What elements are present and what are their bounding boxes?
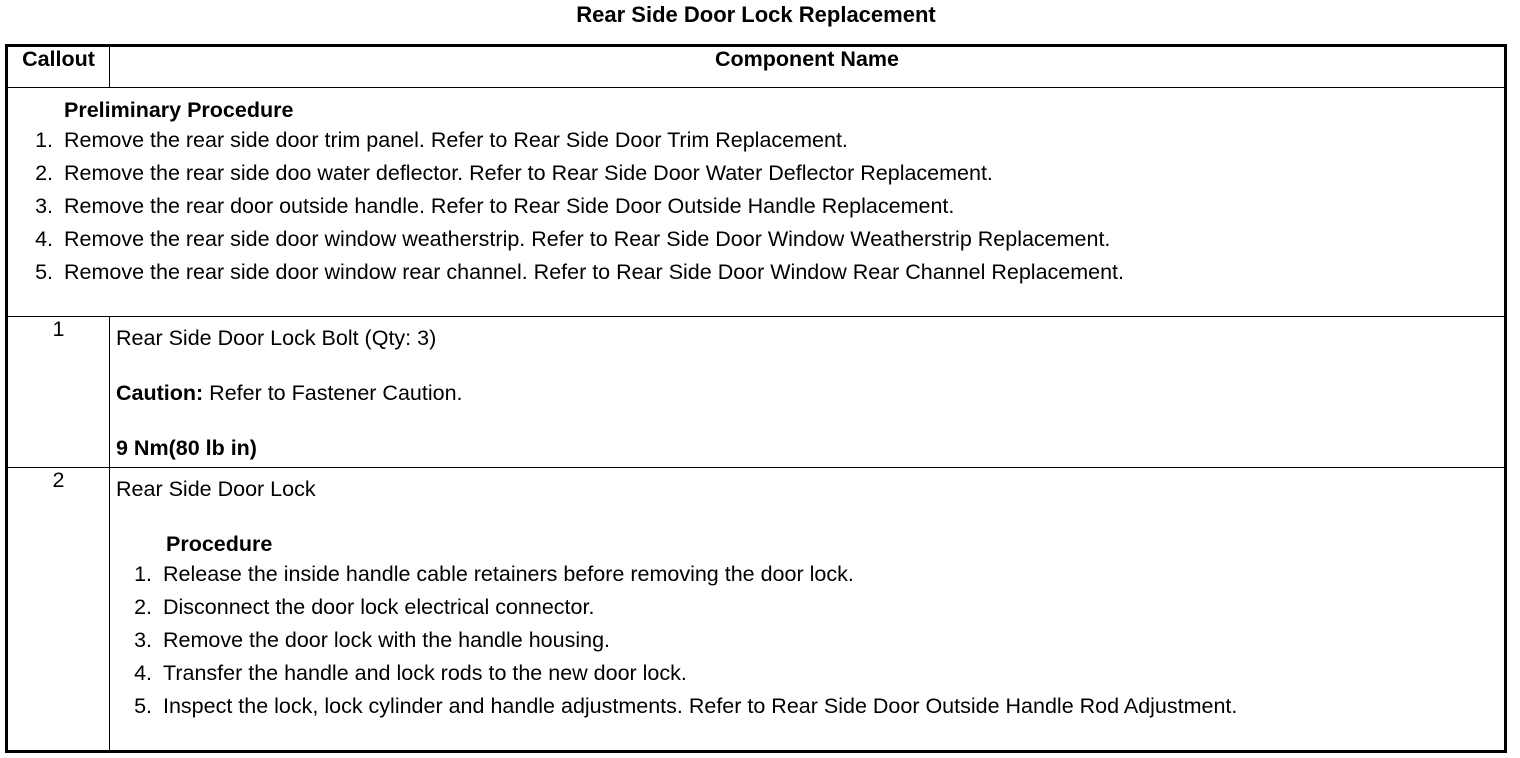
component-cell (110, 317, 1506, 468)
step-number: 5. (35, 260, 53, 284)
component-name: Rear Side Door Lock Bolt (Qty: 3) (116, 326, 437, 350)
step-text: Release the inside handle cable retainers before removing the door lock. (163, 562, 854, 586)
step-text: Remove the rear door outside handle. Refer to Rear Side Door Outside Handle Replacement. (64, 194, 955, 218)
step-text: Inspect the lock, lock cylinder and handle adjustments. Refer to Rear Side Door Outside Handle Rod Adjustment. (163, 694, 1238, 718)
component-cell (110, 468, 1506, 752)
preliminary-procedure-row (7, 88, 1506, 317)
component-name: Rear Side Door Lock (116, 477, 316, 501)
step-number: 4. (134, 661, 152, 685)
page-title: Rear Side Door Lock Replacement (576, 2, 936, 27)
list-item (110, 657, 1504, 690)
step-text: Remove the rear side door trim panel. Refer to Rear Side Door Trim Replacement. (64, 128, 848, 152)
step-number: 1. (134, 562, 152, 586)
caution-line (110, 380, 1504, 407)
preliminary-procedure-cell (7, 88, 1506, 317)
procedure-table (5, 44, 1507, 753)
step-number: 4. (35, 227, 53, 251)
preliminary-steps-list (8, 124, 1504, 289)
list-item (8, 256, 1504, 289)
callout-number: 2 (7, 468, 110, 752)
table-row (7, 468, 1506, 752)
callout-number: 1 (7, 317, 110, 468)
list-item (8, 190, 1504, 223)
step-number: 2. (35, 161, 53, 185)
step-text: Remove the rear side doo water deflector. Refer to Rear Side Door Water Deflector Replacement. (64, 161, 993, 185)
table-header-row (7, 46, 1506, 88)
procedure-heading: Procedure (166, 532, 273, 556)
list-item (110, 690, 1504, 723)
step-text: Remove the rear side door window weatherstrip. Refer to Rear Side Door Window Weatherstrip Replacement. (64, 227, 1111, 251)
callout-column-header: Callout (7, 46, 110, 88)
list-item (8, 223, 1504, 256)
step-text: Transfer the handle and lock rods to the new door lock. (163, 661, 687, 685)
step-number: 2. (134, 595, 152, 619)
step-text: Disconnect the door lock electrical connector. (163, 595, 595, 619)
list-item (110, 558, 1504, 591)
step-number: 5. (134, 694, 152, 718)
component-name-column-header: Component Name (110, 46, 1506, 88)
table-row (7, 317, 1506, 468)
step-number: 1. (35, 128, 53, 152)
step-number: 3. (35, 194, 53, 218)
step-number: 3. (134, 628, 152, 652)
caution-text: Refer to Fastener Caution. (203, 381, 463, 405)
caution-label: Caution: (116, 381, 204, 405)
list-item (8, 124, 1504, 157)
procedure-steps-list (110, 558, 1504, 723)
step-text: Remove the rear side door window rear channel. Refer to Rear Side Door Window Rear Channel Replacement. (64, 260, 1124, 284)
torque-spec: 9 Nm(80 lb in) (116, 436, 257, 460)
list-item (110, 591, 1504, 624)
preliminary-procedure-heading: Preliminary Procedure (64, 98, 294, 122)
list-item (8, 157, 1504, 190)
list-item (110, 624, 1504, 657)
step-text: Remove the door lock with the handle housing. (163, 628, 610, 652)
